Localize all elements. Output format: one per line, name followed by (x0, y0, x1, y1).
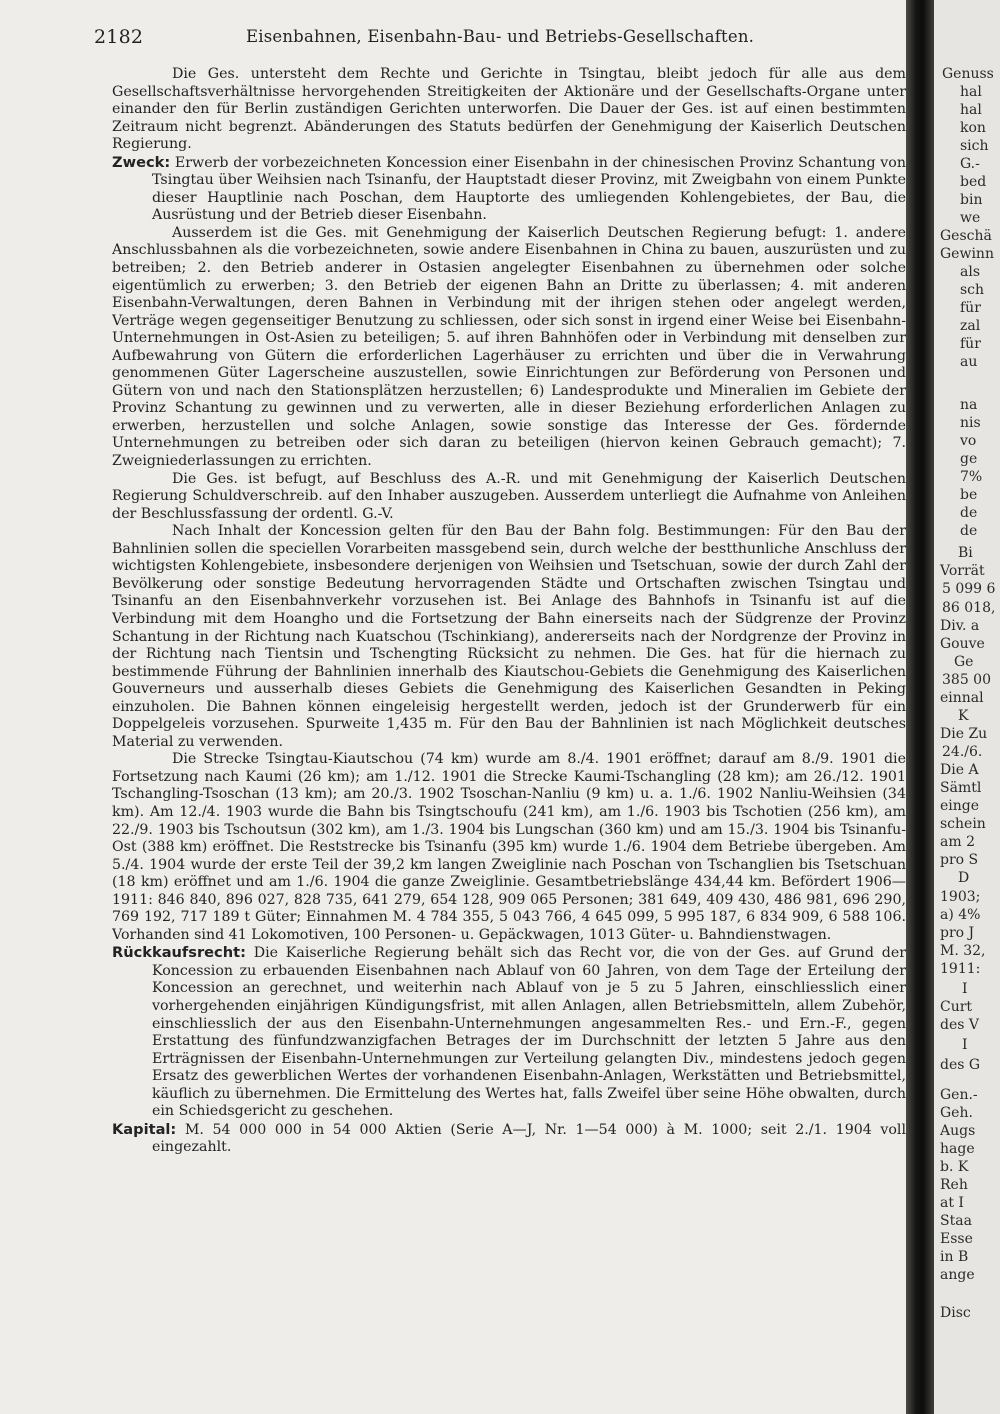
facing-page-fragment: ange (940, 1267, 975, 1283)
facing-page-fragment: bed (960, 174, 987, 190)
facing-page-fragment: kon (960, 120, 986, 136)
facing-page-fragment: I (962, 981, 968, 997)
facing-page-fragment: Gen.- (940, 1087, 978, 1103)
facing-page-fragment: hal (960, 84, 982, 100)
page-number: 2182 (94, 26, 144, 48)
facing-page-fragment: Sämtl (940, 780, 982, 796)
facing-page-fragment: als (960, 264, 981, 280)
facing-page-fragment: Geh. (940, 1105, 973, 1121)
facing-page-fragment: a) 4% (940, 907, 981, 923)
facing-page-fragment: pro J (940, 925, 975, 941)
paragraph-text: Nach Inhalt der Koncession gelten für den Bau der Bahn folg. Bestimmungen: Für den Bau der Bahnlinien sollen die speciellen Vorarbeiten massgebend sein, durch welche der bestthunliche Anschluss der wichtigsten Kohlengebiete, insbesondere derjenigen von Weihsien und Tsetschuan, sowie der durch Zahl der Bevölkerung oder sonstige Bedeutung hervorragenden Städte und Ortschaften zwischen Tsingtau und Tsinanfu an den Eisenbahnverkehr vorzusehen ist. Bei Anlage des Bahnhofs in Tsinanfu ist auf die Verbindung mit dem Hoangho und die Fortsetzung der Bahn einerseits nach der Südgrenze der Provinz Schantung in der Richtung nach Kuatschou (Tschinkiang), andererseits nach der Nordgrenze der Provinz in der Richtung nach Tientsin und Tschengting Rücksicht zu nehmen. Die Ges. hat für die hiernach zu bestimmende Führung der Bahnlinien innerhalb des Kiautschou-Gebiets die Genehmigung des Kaiserlichen Gouverneurs und ausserhalb dieses Gebiets die Genehmigung des Kaiserlichen Gesandten in Peking einzuholen. Die Bahnen können eingeleisig hergestellt werden, jedoch ist der Grunderwerb für ein Doppelgeleis vorzusehen. Spurweite 1,435 m. Für den Bau der Bahnlinien ist nach Möglichkeit deutsches Material zu verwenden. (112, 523, 906, 750)
facing-page-fragment: Die Zu (940, 726, 988, 742)
facing-page-fragment: na (960, 397, 978, 413)
facing-page-fragment: einge (940, 798, 980, 814)
facing-page-fragment: Ge (954, 654, 974, 670)
facing-page-fragment: nis (960, 415, 981, 431)
facing-page-fragment: Div. a (940, 618, 980, 634)
facing-page-fragment: Augs (940, 1123, 976, 1139)
paragraph (112, 944, 906, 1120)
facing-page-fragment: pro S (940, 852, 979, 868)
facing-page-fragment: bin (960, 192, 983, 208)
section-heading: Kapital: (112, 1120, 177, 1138)
facing-page-fragment: Vorrät (940, 563, 985, 579)
paragraph-text: Erwerb der vorbezeichneten Koncession einer Eisenbahn in der chinesischen Provinz Schantung von Tsingtau über Weihsien nach Tsinanfu, der Hauptstadt dieser Provinz, mit Zweigbahn von einem Punkte dieser Hauptlinie nach Poschan, dem Hauptorte des umliegenden Kohlengebietes, der Bau, die Ausrüstung und der Betrieb dieser Eisenbahn. (152, 154, 906, 224)
facing-page-fragment: I (962, 1037, 968, 1053)
facing-page-fragment: Staa (940, 1213, 972, 1229)
facing-page-fragment: D (958, 870, 970, 886)
book-gutter-shadow (906, 0, 934, 1414)
facing-page-fragment: Genuss (942, 66, 994, 82)
facing-page-fragment: schein (940, 816, 986, 832)
facing-page-fragment: hal (960, 102, 982, 118)
facing-page-fragment: de (960, 523, 978, 539)
facing-page-fragment: Die A (940, 762, 979, 778)
facing-page-fragment: 385 00 (942, 672, 991, 688)
paragraph-text: Die Ges. untersteht dem Rechte und Gerichte in Tsingtau, bleibt jedoch für alle aus dem Gesellschaftsverhältnisse hervorgehenden Streitigkeiten der Aktionäre und der Gesellschafts-Organe unter einander den für Berlin zuständigen Gerichten unterworfen. Die Dauer der Ges. ist auf einen bestimmten Zeitraum nicht begrenzt. Abänderungen des Statuts bedürfen der Genehmigung der Kaiserlich Deutschen Regierung. (112, 66, 906, 153)
paragraph-text: Die Ges. ist befugt, auf Beschluss des A.-R. und mit Genehmigung der Kaiserlich Deutschen Regierung Schuldverschreib. auf den Inhaber auszugeben. Ausserdem unterliegt die Aufnahme von Anleihen der Beschlussfassung der ordentl. G.-V. (112, 470, 906, 522)
paragraph (112, 523, 906, 751)
facing-page-fragment: in B (940, 1249, 969, 1265)
facing-page-fragment: 5 099 6 (942, 581, 996, 597)
facing-page-fragment: au (960, 354, 978, 370)
facing-page-fragment: des G (940, 1057, 981, 1073)
facing-page-fragment: de (960, 505, 978, 521)
facing-page-fragment: we (960, 210, 981, 226)
paragraph-text: M. 54 000 000 in 54 000 Aktien (Serie A—J, Nr. 1—54 000) à M. 1000; seit 2./1. 1904 voll eingezahlt. (152, 1121, 906, 1156)
paragraph (112, 225, 906, 471)
facing-page-fragment: 1911: (940, 961, 981, 977)
facing-page-fragment: Disc (940, 1305, 971, 1321)
paragraph-text: Die Kaiserliche Regierung behält sich das Recht vor, die von der Ges. auf Grund der Koncession zu erbauenden Eisenbahnen nach Ablauf von 60 Jahren, von dem Tage der Erteilung der Koncession an gerechnet, und weiterhin nach Ablauf von je 5 zu 5 Jahren, einschliesslich einer vorhergehenden einjährigen Kündigungsfrist, mit allen Anlagen, allen Betriebsmitteln, allem Zubehör, einschliesslich der aus den Eisenbahn-Unternehmungen angesammelten Res.- und Ern.-F., gegen Erstattung des fünfundzwanzigfachen Betrages der im Durchschnitt der letzten 5 Jahre aus den Erträgnissen der Eisenbahn-Unternehmungen zur Verteilung gelangten Div., mindestens jedoch gegen Ersatz des gewerblichen Wertes der vorhandenen Eisenbahn-Anlagen, Werkstätten und Betriebsmittel, käuflich zu übernehmen. Die Ermittelung des Wertes hat, falls Zweifel über seine Höhe obwalten, durch ein Schiedsgericht zu geschehen. (152, 945, 906, 1120)
facing-page-fragment: M. 32, (940, 943, 986, 959)
facing-page-fragment: am 2 (940, 834, 975, 850)
facing-page-fragment: Reh (940, 1177, 968, 1193)
facing-page-fragment: sch (960, 282, 985, 298)
facing-page-fragment: K (958, 708, 969, 724)
facing-page-fragment: 24./6. (942, 744, 983, 760)
paragraph (112, 751, 906, 944)
paragraph (112, 154, 906, 225)
facing-page-fragment: b. K (940, 1159, 969, 1175)
main-text-column (112, 66, 906, 1157)
facing-page-fragment: 1903; (940, 889, 981, 905)
facing-page-fragment: vo (960, 433, 977, 449)
facing-page-fragment: Bi (958, 545, 973, 561)
facing-page-fragment: hage (940, 1141, 975, 1157)
facing-page-fragment: zal (960, 318, 981, 334)
facing-page-fragment: sich (960, 138, 989, 154)
section-heading: Rückkaufsrecht: (112, 944, 246, 962)
section-heading: Zweck: (112, 153, 171, 171)
paragraph (112, 471, 906, 524)
facing-page-fragment: für (960, 300, 981, 316)
facing-page-fragment: Gewinn (940, 246, 994, 262)
facing-page-fragment: at I (940, 1195, 964, 1211)
paragraph-text: Ausserdem ist die Ges. mit Genehmigung der Kaiserlich Deutschen Regierung befugt: 1. andere Anschlussbahnen als die vorbezeichneten, sowie andere Eisenbahnen in China zu bauen, auszurüsten und zu betreiben; 2. den Betrieb anderer in Ostasien angelegter Eisenbahnen zu übernehmen oder solche eigentümlich zu erwerben; 3. den Betrieb der eigenen Bahn an Dritte zu überlassen; 4. mit anderen Eisenbahn-Verwaltungen, deren Bahnen in Verbindung mit der ihrigen stehen oder angelegt werden, Verträge wegen gegenseitiger Benutzung zu schliessen, oder sich sonst in irgend einer Weise bei Eisenbahn-Unternehmungen in Ost-Asien zu beteiligen; 5. auf ihren Bahnhöfen oder in Verbindung mit denselben zur Aufbewahrung von Gütern die erforderlichen Lagerhäuser zu errichten und über die in Verwahrung genommenen Güter Lagerscheine auszustellen, sowie Einrichtungen zur Beförderung von Personen und Gütern von und nach den Stationsplätzen herzustellen; 6) Landesprodukte und Mineralien im Gebiete der Provinz Schantung zu gewinnen und zu verwerten, alle in dieser Beziehung erforderlichen Anlagen zu erwerben, herzustellen und solche Anlagen, sowie sonstige das Interesse der Ges. fördernde Unternehmungen zu betreiben oder sich daran zu beteiligen (hiervon keinen Gebrauch gemacht); 7. Zweigniederlassungen zu errichten. (112, 224, 906, 470)
facing-page-fragment: G.- (960, 156, 980, 172)
facing-page-fragment: 7% (960, 469, 983, 485)
facing-page-fragment: 86 018, (942, 600, 996, 616)
facing-page-fragment: Curt (940, 999, 973, 1015)
running-title: Eisenbahnen, Eisenbahn-Bau- und Betriebs-Gesellschaften. (246, 27, 755, 46)
facing-page-fragment: des V (940, 1017, 979, 1033)
paragraph (112, 1121, 906, 1157)
facing-page-fragment: einnal (940, 690, 984, 706)
facing-page-fragment: ge (960, 451, 978, 467)
page-header (94, 26, 894, 48)
facing-page-fragment: be (960, 487, 978, 503)
facing-page-fragment: Geschä (940, 228, 992, 244)
facing-page-fragment: für (960, 336, 981, 352)
paragraph-text: Die Strecke Tsingtau-Kiautschou (74 km) wurde am 8./4. 1901 eröffnet; darauf am 8./9. 1901 die Fortsetzung nach Kaumi (26 km); am 1./12. 1901 die Strecke Kaumi-Tschangling (28 km); am 26./12. 1901 Tschangling-Tsoschan (13 km); am 20./3. 1902 Tsoschan-Nanliu (9 km) u. a. 1./6. 1902 Nanliu-Weihsien (34 km). Am 12./4. 1903 wurde die Bahn bis Tsingtschoufu (241 km), am 1./6. 1903 bis Tschotien (256 km), am 22./9. 1903 bis Tschoutsun (302 km), am 1./3. 1904 bis Lungschan (360 km) und am 15./3. 1904 bis Tsinanfu-Ost (388 km) eröffnet. Die Reststrecke bis Tsinanfu (395 km) wurde 1./6. 1904 dem Betriebe übergeben. Am 5./4. 1904 wurde der erste Teil der 39,2 km langen Zweiglinie nach Poschan von Tschanglien bis Tsetschuan (18 km) eröffnet und am 1./6. 1904 die ganze Zweiglinie. Gesamtbetriebslänge 434,44 km. Befördert 1906—1911: 846 840, 896 027, 828 735, 641 279, 654 128, 909 065 Personen; 381 649, 409 430, 486 981, 696 290, 769 192, 717 189 t Güter; Einnahmen M. 4 784 355, 5 043 766, 4 645 099, 5 995 187, 6 834 909, 6 588 106. Vorhanden sind 41 Lokomotiven, 100 Personen- u. Gepäckwagen, 1013 Güter- u. Bahndienstwagen. (112, 751, 906, 943)
facing-page-fragment: Esse (940, 1231, 973, 1247)
facing-page-edge (934, 0, 1000, 1414)
paragraph (112, 66, 906, 154)
facing-page-fragment: Gouve (940, 636, 985, 652)
